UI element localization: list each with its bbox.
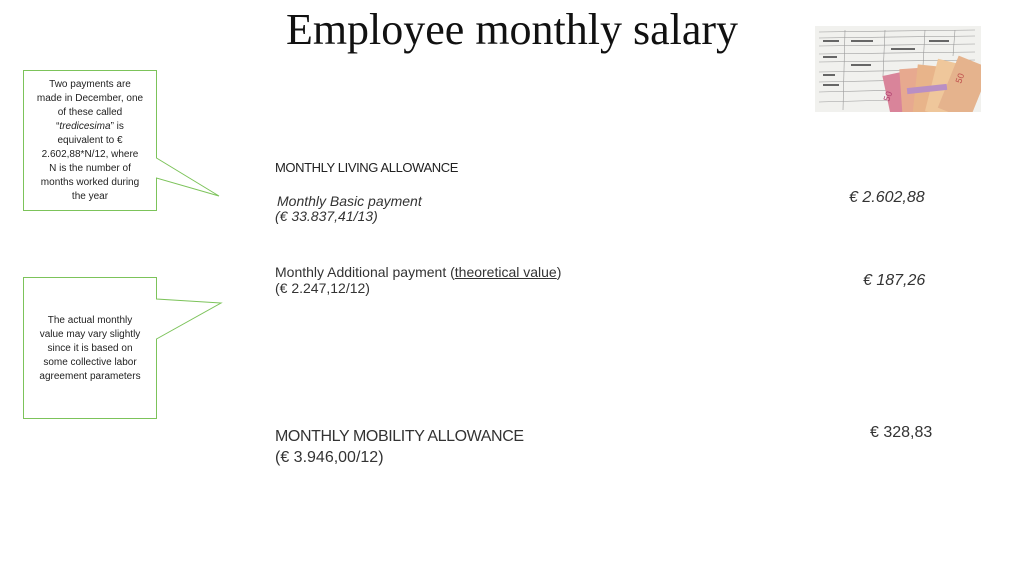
callout-actual-value	[23, 277, 223, 421]
payslip-banknotes-icon	[815, 26, 981, 112]
callout-text: Two payments are made in December, one of these called “tredicesima” is equivalent to € 2.602,88*N/12, where N is the number of months worked during the year	[36, 79, 144, 202]
mobility-allowance-formula: (€ 3.946,00/12)	[275, 449, 384, 466]
basic-payment-label: Monthly Basic payment	[277, 193, 422, 209]
svg-text:50: 50	[881, 89, 895, 103]
svg-text:50: 50	[953, 71, 967, 85]
theoretical-value-link[interactable]: theoretical value	[454, 264, 557, 280]
living-allowance-heading: MONTHLY LIVING ALLOWANCE	[275, 160, 459, 175]
basic-payment-formula: (€ 33.837,41/13)	[275, 208, 378, 224]
callout-tredicesima	[23, 70, 223, 212]
page-title: Employee monthly salary	[285, 5, 739, 54]
additional-payment-label: Monthly Additional payment (theoretical value)	[275, 264, 562, 280]
payslip-banknotes-image	[815, 26, 981, 112]
mobility-allowance-amount: € 328,83	[870, 424, 933, 441]
mobility-allowance-heading: MONTHLY MOBILITY ALLOWANCE	[275, 428, 524, 445]
additional-payment-amount: € 187,26	[863, 272, 926, 289]
additional-payment-formula: (€ 2.247,12/12)	[275, 280, 370, 296]
callout-text: The actual monthly value may vary slightly since it is based on some collective labor agreement parameters	[39, 315, 141, 382]
basic-payment-amount: € 2.602,88	[849, 189, 925, 206]
